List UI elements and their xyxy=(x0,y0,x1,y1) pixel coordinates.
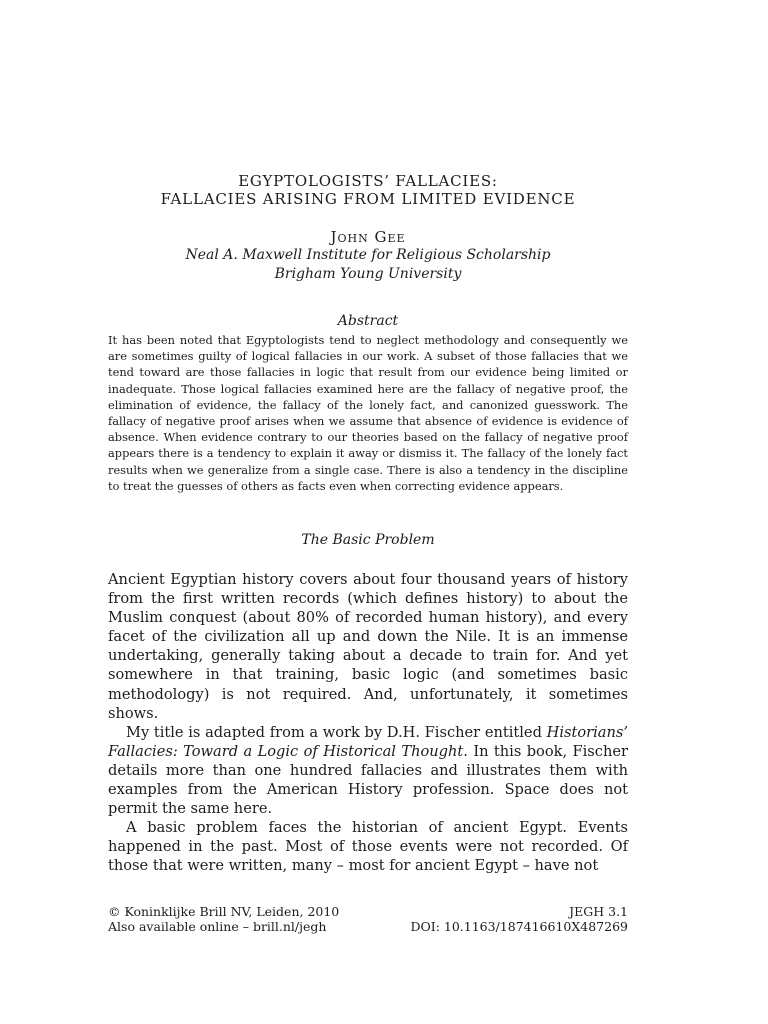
cited-book-title: Historians’ Fallacies: Toward a Logic of Historical Thought xyxy=(108,723,628,760)
article-title-line-2: FALLACIES ARISING FROM LIMITED EVIDENCE xyxy=(160,190,576,208)
body-text xyxy=(108,570,628,876)
paper-page xyxy=(108,0,628,1024)
abstract-text: It has been noted that Egyptologists tend to neglect methodology and consequently we are sometimes guilty of logical fallacies in our work. A subset of those fallacies that we tend toward are those fallacies in logic that result from our evidence being limited or inadequate. Those logical fallacies examined here are the fallacy of negative proof, the elimination of evidence, the fallacy of the lonely fact, and canonized guesswork. The fallacy of negative proof arises when we assume that absence of evidence is evidence of absence. When evidence contrary to our theories based on the fallacy of negative proof appears there is a tendency to explain it away or dismiss it. The fallacy of the lonely fact results when we generalize from a single case. There is also a tendency in the discipline to treat the guesses of others as facts even when correcting evidence appears. xyxy=(108,333,628,493)
author-name: John Gee xyxy=(330,228,406,246)
body-paragraph-3: A basic problem faces the historian of ancient Egypt. Events happened in the past. Most of those events were not recorded. Of those that were written, many – most for ancient Egypt – have not xyxy=(108,819,628,875)
abstract-heading: Abstract xyxy=(337,313,399,329)
article-title-line-1: EGYPTOLOGISTS’ FALLACIES: xyxy=(238,172,498,190)
doi: DOI: 10.1163/187416610X487269 xyxy=(410,919,628,934)
footer-line-2 xyxy=(108,919,628,935)
online-availability: Also available online – brill.nl/jegh xyxy=(108,919,327,934)
section-heading: The Basic Problem xyxy=(301,532,435,548)
paragraph-2-rest: . In this book, Fischer details more than one hundred fallacies and illustrates them with examples from the American History profession. Space does not permit the same here. xyxy=(108,742,628,818)
paragraph-2-lead: My title is adapted from a work by D.H. Fischer entitled xyxy=(126,723,547,741)
body-paragraph-2 xyxy=(108,723,628,818)
copyright-notice: © Koninklijke Brill NV, Leiden, 2010 xyxy=(108,904,340,919)
footer-line-1 xyxy=(108,904,628,920)
author-affiliation-university: Brigham Young University xyxy=(274,266,462,282)
body-paragraph-1: Ancient Egyptian history covers about four thousand years of history from the first written records (which defines history) to about the Muslim conquest (about 80% of recorded human history), and every facet of the civilization all up and down the Nile. It is an immense undertaking, generally taking about a decade to train for. And yet somewhere in that training, basic logic (and sometimes basic methodology) is not required. And, unfortunately, it sometimes shows. xyxy=(108,571,628,722)
journal-issue: JEGH 3.1 xyxy=(569,904,628,919)
author-affiliation-institute: Neal A. Maxwell Institute for Religious Scholarship xyxy=(185,247,551,263)
